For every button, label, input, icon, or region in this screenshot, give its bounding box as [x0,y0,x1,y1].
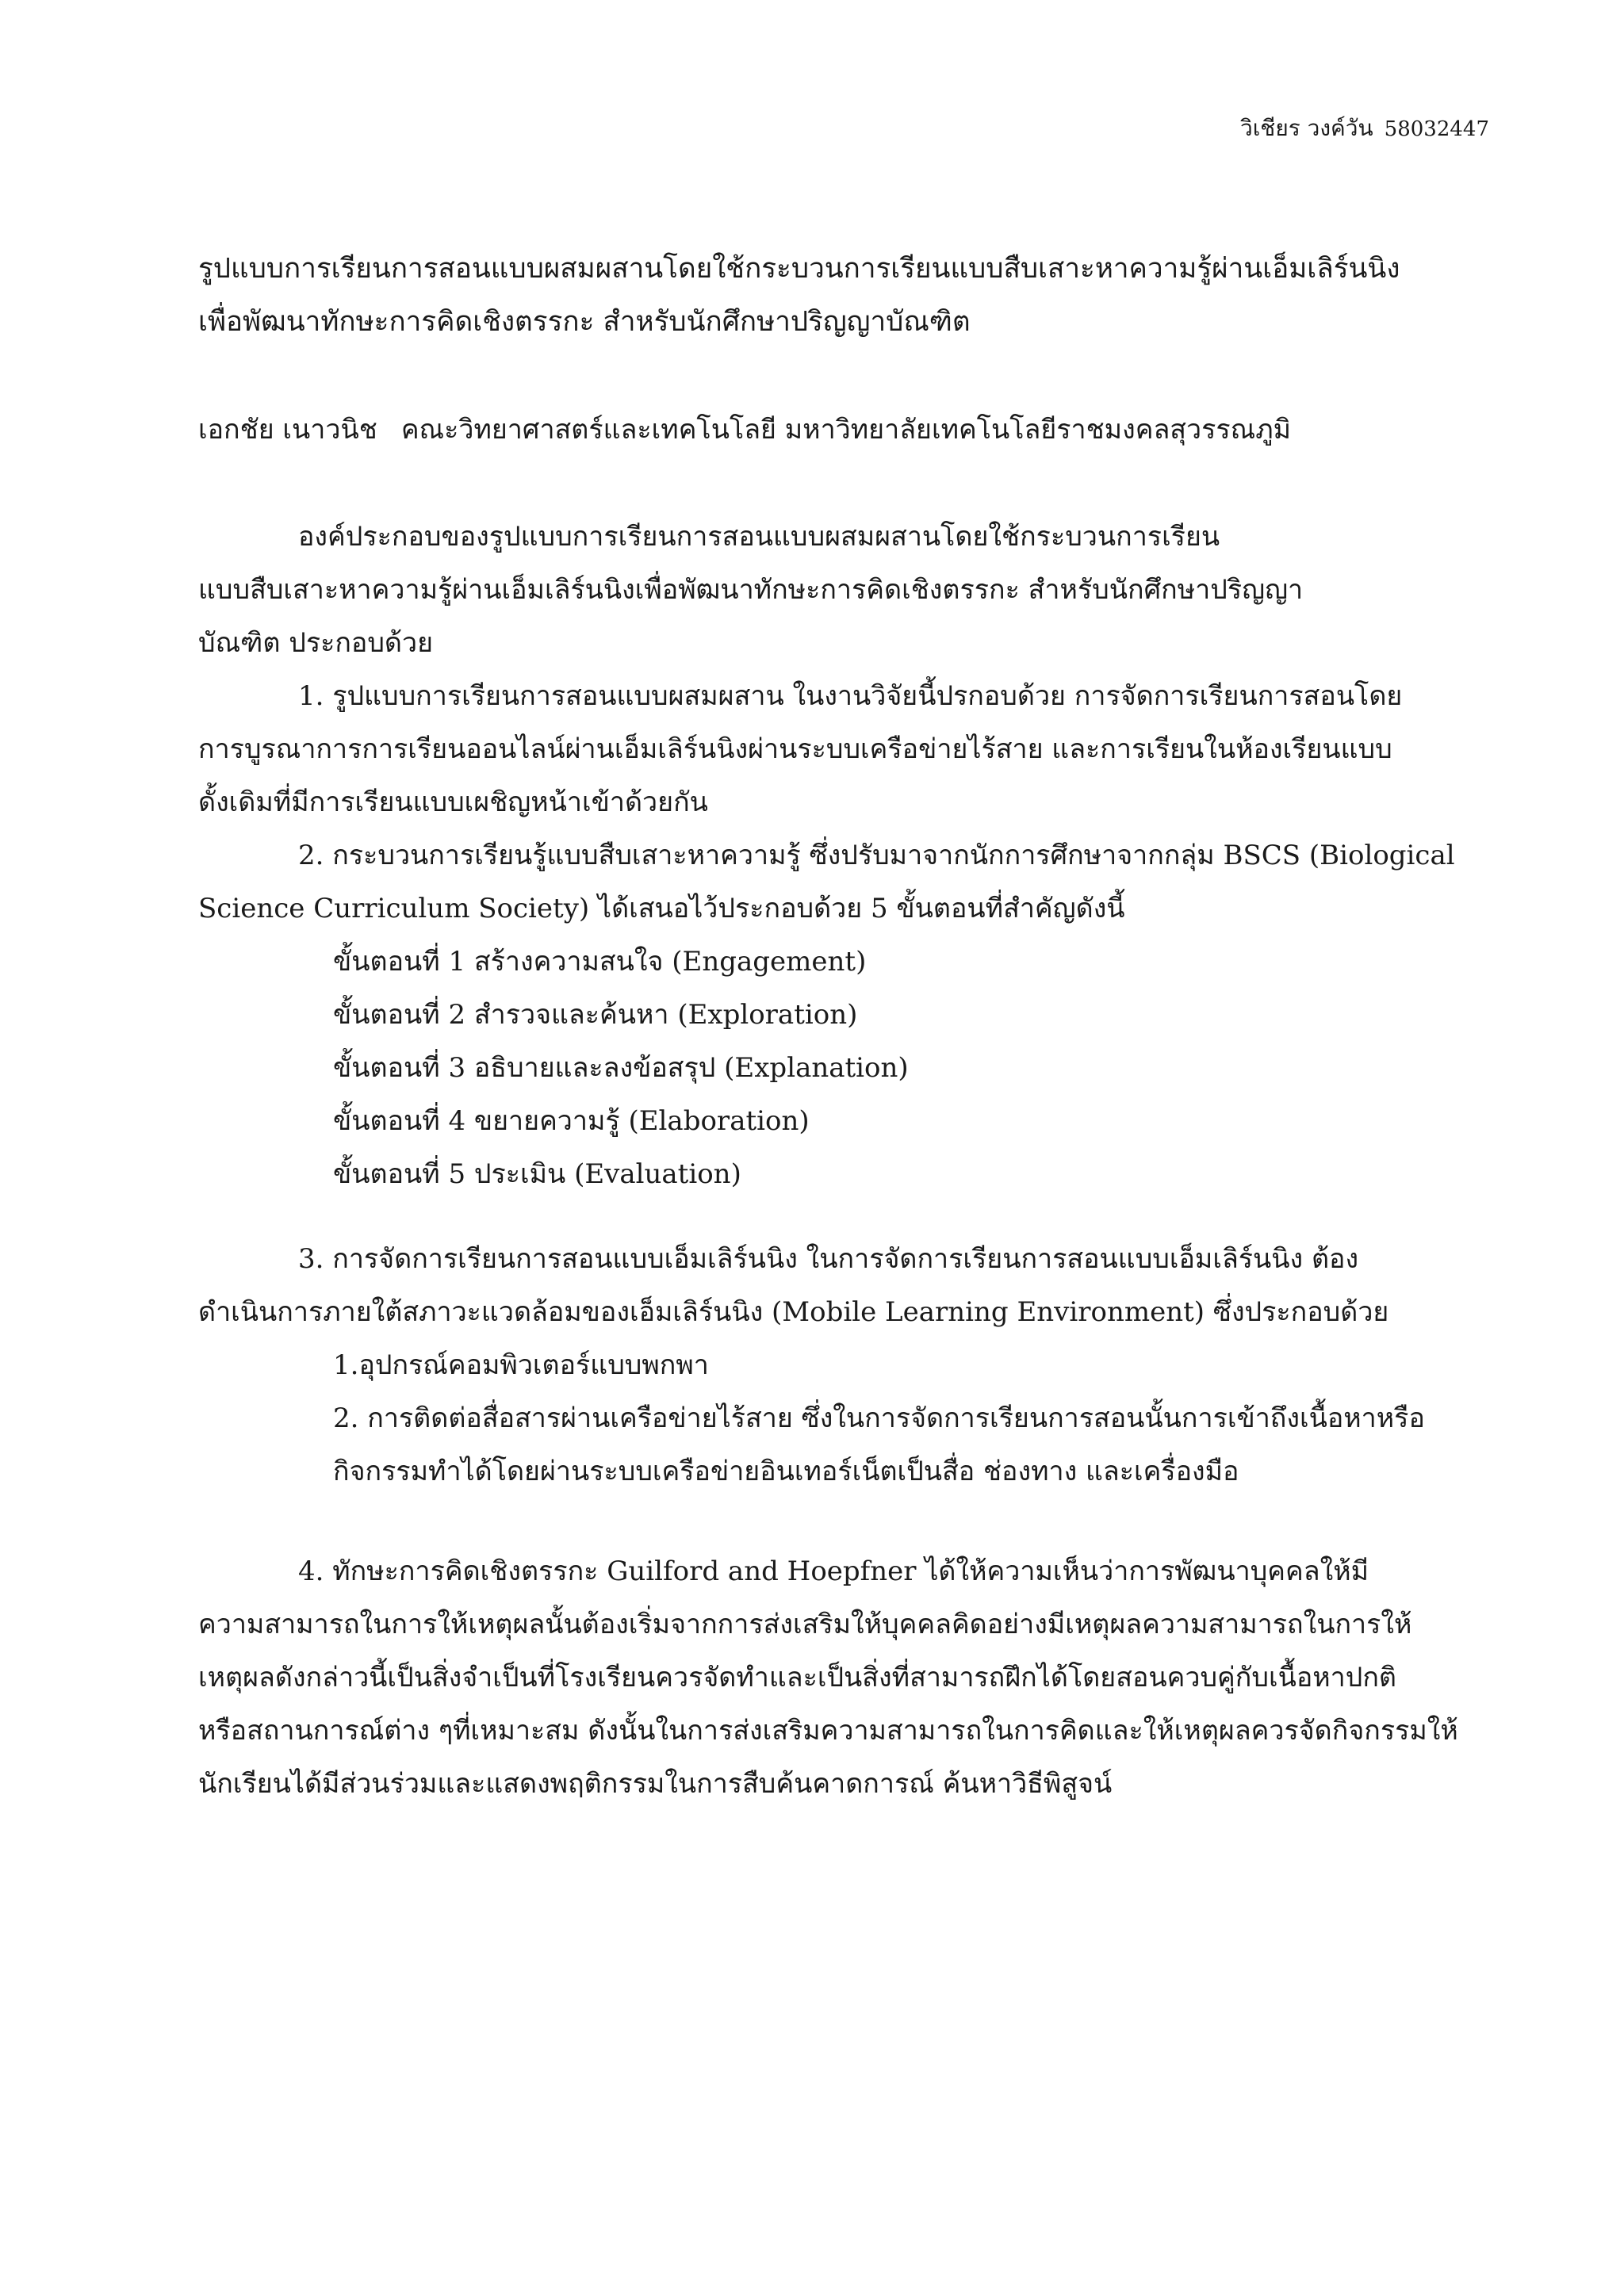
item3-line-1: 3. การจัดการเรียนการสอนแบบเอ็มเลิร์นนิง ในการจัดการเรียนการสอนแบบเอ็มเลิร์นนิง ต้อง [298,1243,1359,1275]
item3-sub-2-line-2: กิจกรรมทำได้โดยผ่านระบบเครือข่ายอินเทอร์เน็ตเป็นสื่อ ช่องทาง และเครื่องมือ [333,1456,1239,1487]
step-item-2: ขั้นตอนที่ 2 สำรวจและค้นหา (Exploration) [333,999,858,1031]
item1-line-3: ดั้งเดิมที่มีการเรียนแบบเผชิญหน้าเข้าด้วยกัน [198,786,708,818]
item4-line-3: เหตุผลดังกล่าวนี้เป็นสิ่งจำเป็นที่โรงเรียนควรจัดทำและเป็นสิ่งที่สามารถฝึกได้โดยสอนควบคู่กับเนื้อหาปกติ [198,1662,1396,1693]
item3-sub-1: 1.อุปกรณ์คอมพิวเตอร์แบบพกพา [333,1349,709,1381]
step-item-5: ขั้นตอนที่ 5 ประเมิน (Evaluation) [333,1158,741,1190]
item2-line-2: Science Curriculum Society) ได้เสนอไว้ประกอบด้วย 5 ขั้นตอนที่สำคัญดังนี้ [198,893,1125,924]
item2-line-1: 2. กระบวนการเรียนรู้แบบสืบเสาะหาความรู้ ซึ่งปรับมาจากนักการศึกษาจากกลุ่ม BSCS (Biological [298,840,1455,871]
intro-line-1: องค์ประกอบของรูปแบบการเรียนการสอนแบบผสมผสานโดยใช้กระบวนการเรียน [298,521,1220,553]
item4-line-4: หรือสถานการณ์ต่าง ๆที่เหมาะสม ดังนั้นในการส่งเสริมความสามารถในการคิดและให้เหตุผลควรจัดกิจกรรมให้ [198,1715,1458,1747]
title-line-2: เพื่อพัฒนาทักษะการคิดเชิงตรรกะ สำหรับนักศึกษาปริญญาบัณฑิต [198,306,971,338]
item4-line-1: 4. ทักษะการคิดเชิงตรรกะ Guilford and Hoepfner ได้ให้ความเห็นว่าการพัฒนาบุคคลให้มี [298,1556,1369,1587]
item3-line-2: ดำเนินการภายใต้สภาวะแวดล้อมของเอ็มเลิร์นนิง (Mobile Learning Environment) ซึ่งประกอบด้วย [198,1296,1389,1328]
page-header [1240,111,1489,146]
title-line-1: รูปแบบการเรียนการสอนแบบผสมผสานโดยใช้กระบวนการเรียนแบบสืบเสาะหาความรู้ผ่านเอ็มเลิร์นนิง [198,253,1400,285]
header-author-name: วิเชียร วงค์วัน [1240,115,1373,141]
item4-line-2: ความสามารถในการให้เหตุผลนั้นต้องเริ่มจากการส่งเสริมให้บุคคลคิดอย่างมีเหตุผลความสามารถในการให้ [198,1609,1412,1640]
step-item-1: ขั้นตอนที่ 1 สร้างความสนใจ (Engagement) [333,946,867,978]
item1-line-2: การบูรณาการการเรียนออนไลน์ผ่านเอ็มเลิร์นนิงผ่านระบบเครือข่ายไร้สาย และการเรียนในห้องเรียนแบบ [198,733,1392,765]
intro-line-2: แบบสืบเสาะหาความรู้ผ่านเอ็มเลิร์นนิงเพื่อพัฒนาทักษะการคิดเชิงตรรกะ สำหรับนักศึกษาปริญญา [198,574,1304,606]
step-item-3: ขั้นตอนที่ 3 อธิบายและลงข้อสรุป (Explanation) [333,1052,909,1084]
author-affiliation: คณะวิทยาศาสตร์และเทคโนโลยี มหาวิทยาลัยเทคโนโลยีราชมงคลสุวรรณภูมิ [400,414,1292,446]
header-student-id: 58032447 [1384,117,1489,141]
step-item-4: ขั้นตอนที่ 4 ขยายความรู้ (Elaboration) [333,1105,810,1137]
item4-line-5: นักเรียนได้มีส่วนร่วมและแสดงพฤติกรรมในการสืบค้นคาดการณ์ ค้นหาวิธีพิสูจน์ [198,1768,1113,1800]
item3-sub-2-line-1: 2. การติดต่อสื่อสารผ่านเครือข่ายไร้สาย ซึ่งในการจัดการเรียนการสอนนั้นการเข้าถึงเนื้อหาหรือ [333,1402,1425,1434]
author-name: เอกชัย เนาวนิช [198,414,377,446]
author-line [198,414,1291,446]
intro-line-3: บัณฑิต ประกอบด้วย [198,627,434,659]
item1-line-1: 1. รูปแบบการเรียนการสอนแบบผสมผสาน ในงานวิจัยนี้ปรกอบด้วย การจัดการเรียนการสอนโดย [298,680,1403,712]
